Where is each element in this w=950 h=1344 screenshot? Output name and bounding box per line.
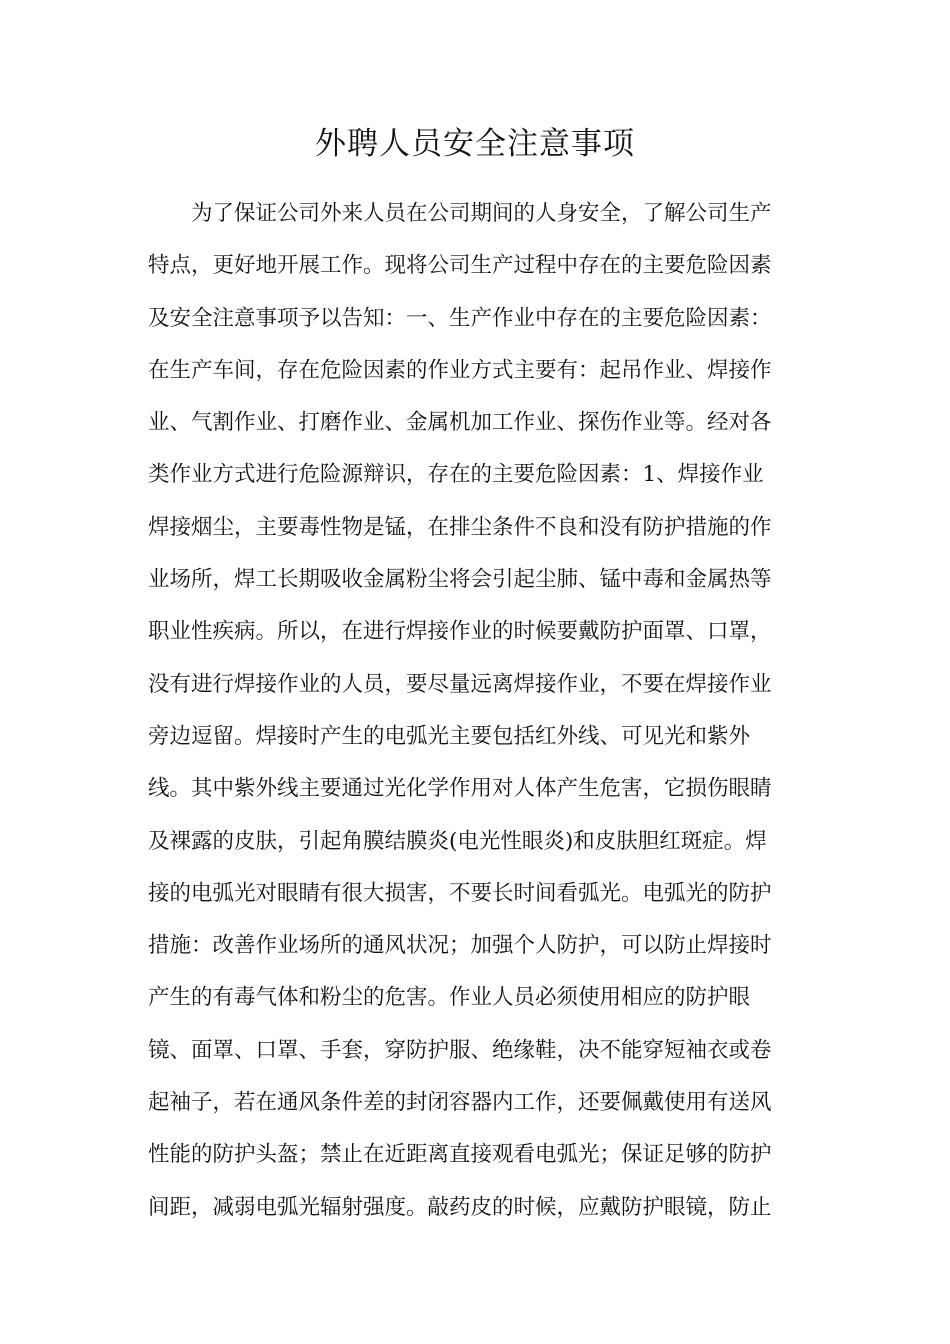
body-line: 类作业方式进行危险源辩识，存在的主要危险因素：1、焊接作业	[148, 462, 764, 488]
body-line: 产生的有毒气体和粉尘的危害。作业人员必须使用相应的防护眼	[148, 985, 751, 1011]
body-line: 旁边逗留。焊接时产生的电弧光主要包括红外线、可见光和紫外	[148, 723, 751, 749]
body-line: 在生产车间，存在危险因素的作业方式主要有：起吊作业、焊接作	[148, 357, 772, 383]
body-line: 镜、面罩、口罩、手套，穿防护服、绝缘鞋，决不能穿短袖衣或卷	[148, 1037, 772, 1063]
body-line: 起袖子，若在通风条件差的封闭容器内工作，还要佩戴使用有送风	[148, 1090, 772, 1116]
body-line: 特点，更好地开展工作。现将公司生产过程中存在的主要危险因素	[148, 253, 772, 279]
body-line: 业场所，焊工长期吸收金属粉尘将会引起尘肺、锰中毒和金属热等	[148, 567, 772, 593]
body-line: 措施：改善作业场所的通风状况；加强个人防护，可以防止焊接时	[148, 933, 772, 959]
body-line: 为了保证公司外来人员在公司期间的人身安全，了解公司生产	[148, 201, 772, 226]
body-line: 间距，减弱电弧光辐射强度。敲药皮的时候，应戴防护眼镜，防止	[148, 1194, 772, 1220]
body-line: 及安全注意事项予以告知：一、生产作业中存在的主要危险因素：	[148, 305, 772, 331]
body-line: 职业性疾病。所以，在进行焊接作业的时候要戴防护面罩、口罩，	[148, 619, 772, 645]
body-line: 线。其中紫外线主要通过光化学作用对人体产生危害，它损伤眼睛	[148, 776, 772, 802]
document-title: 外聘人员安全注意事项	[315, 126, 635, 162]
document-body	[148, 196, 808, 1242]
body-line: 性能的防护头盔；禁止在近距离直接观看电弧光；保证足够的防护	[148, 1142, 772, 1168]
body-line: 业、气割作业、打磨作业、金属机加工作业、探伤作业等。经对各	[148, 410, 772, 436]
body-line: 没有进行焊接作业的人员，要尽量远离焊接作业，不要在焊接作业	[148, 671, 772, 697]
body-line: 焊接烟尘，主要毒性物是锰，在排尘条件不良和没有防护措施的作	[148, 514, 772, 540]
body-line: 及裸露的皮肤，引起角膜结膜炎(电光性眼炎)和皮肤胆红斑症。焊	[148, 828, 767, 854]
body-line: 接的电弧光对眼睛有很大损害，不要长时间看弧光。电弧光的防护	[148, 880, 772, 906]
